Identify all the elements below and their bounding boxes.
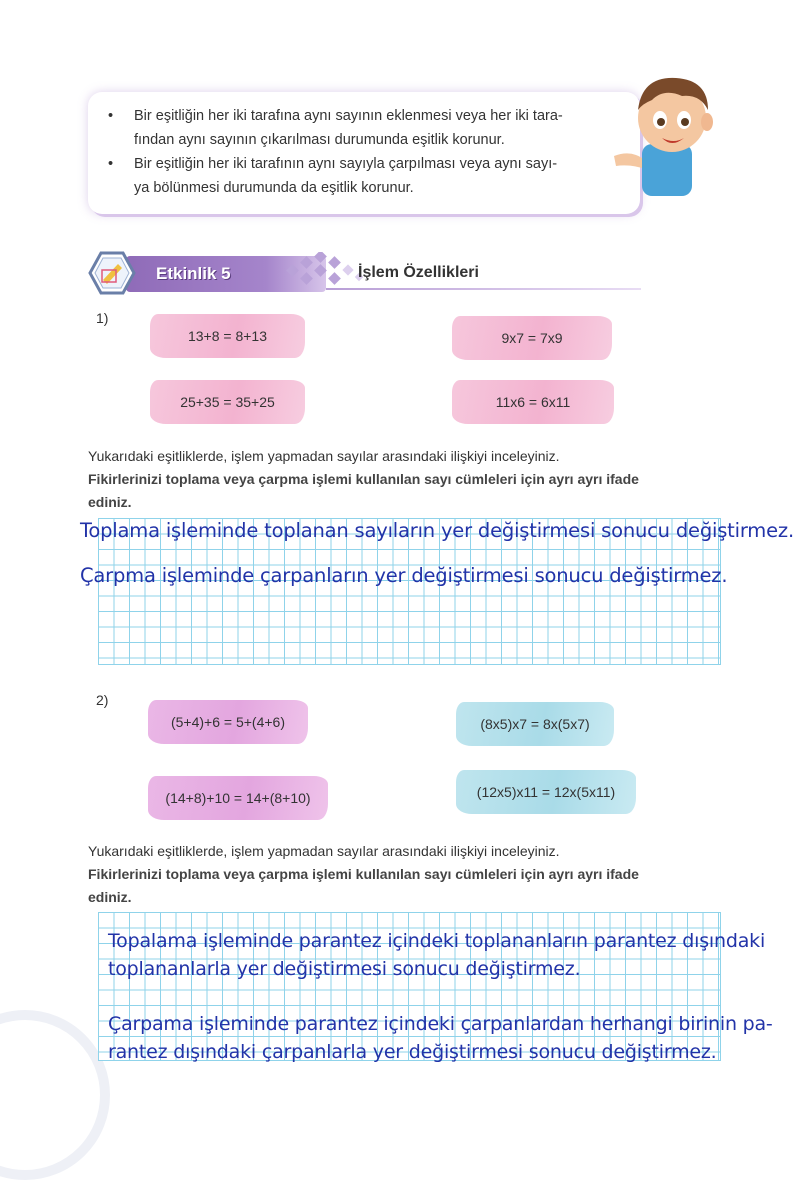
handwritten-answer: toplananlarla yer değiştirmesi sonucu değiştirmez. xyxy=(108,958,581,980)
question-line: Yukarıdaki eşitliklerde, işlem yapmadan sayılar arasındaki ilişkiyi inceleyiniz. xyxy=(88,843,560,859)
info-bullet xyxy=(108,104,618,152)
bullet-line: ya bölünmesi durumunda da eşitlik korunur. xyxy=(134,180,414,196)
instruction-line: Fikirlerinizi toplama veya çarpma işlemi kullanılan sayı cümleleri için ayrı ayrı ifade xyxy=(88,866,639,882)
info-box xyxy=(88,92,640,214)
bullet-marker: • xyxy=(108,108,114,124)
equation-card: 25+35 = 35+25 xyxy=(150,380,305,424)
equation-card: (8x5)x7 = 8x(5x7) xyxy=(456,702,614,746)
activity-title: İşlem Özellikleri xyxy=(358,264,479,281)
question-line: Yukarıdaki eşitliklerde, işlem yapmadan sayılar arasındaki ilişkiyi inceleyiniz. xyxy=(88,448,560,464)
bullet-line: Bir eşitliğin her iki tarafına aynı sayının eklenmesi veya her iki tara- xyxy=(134,108,563,124)
handwritten-answer: Topalama işleminde parantez içindeki toplananların parantez dışındaki xyxy=(108,930,766,952)
handwritten-answer: Toplama işleminde toplanan sayıların yer değiştirmesi sonucu değiştirmez. xyxy=(80,519,794,542)
question-number: 1) xyxy=(96,310,109,326)
handwritten-answer: Çarpma işleminde çarpanların yer değiştirmesi sonucu değiştirmez. xyxy=(80,564,728,587)
instruction-line: ediniz. xyxy=(88,494,132,510)
bullet-line: Bir eşitliğin her iki tarafının aynı sayıyla çarpılması veya aynı sayı- xyxy=(134,156,558,172)
equation-card: 11x6 = 6x11 xyxy=(452,380,614,424)
handwritten-answer: Çarpama işleminde parantez içindeki çarpanlardan herhangi birinin pa- xyxy=(108,1013,773,1035)
cartoon-boy-illustration xyxy=(612,66,722,196)
handwritten-answer: rantez dışındaki çarpanlarla yer değiştirmesi sonucu değiştirmez. xyxy=(108,1041,717,1063)
equation-card: 13+8 = 8+13 xyxy=(150,314,305,358)
activity-label: Etkinlik 5 xyxy=(156,264,231,283)
bullet-line: fından aynı sayının çıkarılması durumunda eşitlik korunur. xyxy=(134,132,505,148)
equation-card: (14+8)+10 = 14+(8+10) xyxy=(148,776,328,820)
equation-card: (12x5)x11 = 12x(5x11) xyxy=(456,770,636,814)
info-bullet xyxy=(108,152,618,200)
question-text xyxy=(88,445,748,514)
activity-header xyxy=(96,252,641,294)
equation-card: (5+4)+6 = 5+(4+6) xyxy=(148,700,308,744)
instruction-line: ediniz. xyxy=(88,889,132,905)
activity-underline xyxy=(326,288,641,290)
question-text xyxy=(88,840,748,909)
question-number: 2) xyxy=(96,692,109,708)
diamond-pattern-icon xyxy=(278,252,368,292)
instruction-line: Fikirlerinizi toplama veya çarpma işlemi kullanılan sayı cümleleri için ayrı ayrı ifade xyxy=(88,471,639,487)
activity-hexagon-icon xyxy=(88,250,136,296)
equation-card: 9x7 = 7x9 xyxy=(452,316,612,360)
decorative-arc xyxy=(0,1010,110,1180)
bullet-marker: • xyxy=(108,156,114,172)
